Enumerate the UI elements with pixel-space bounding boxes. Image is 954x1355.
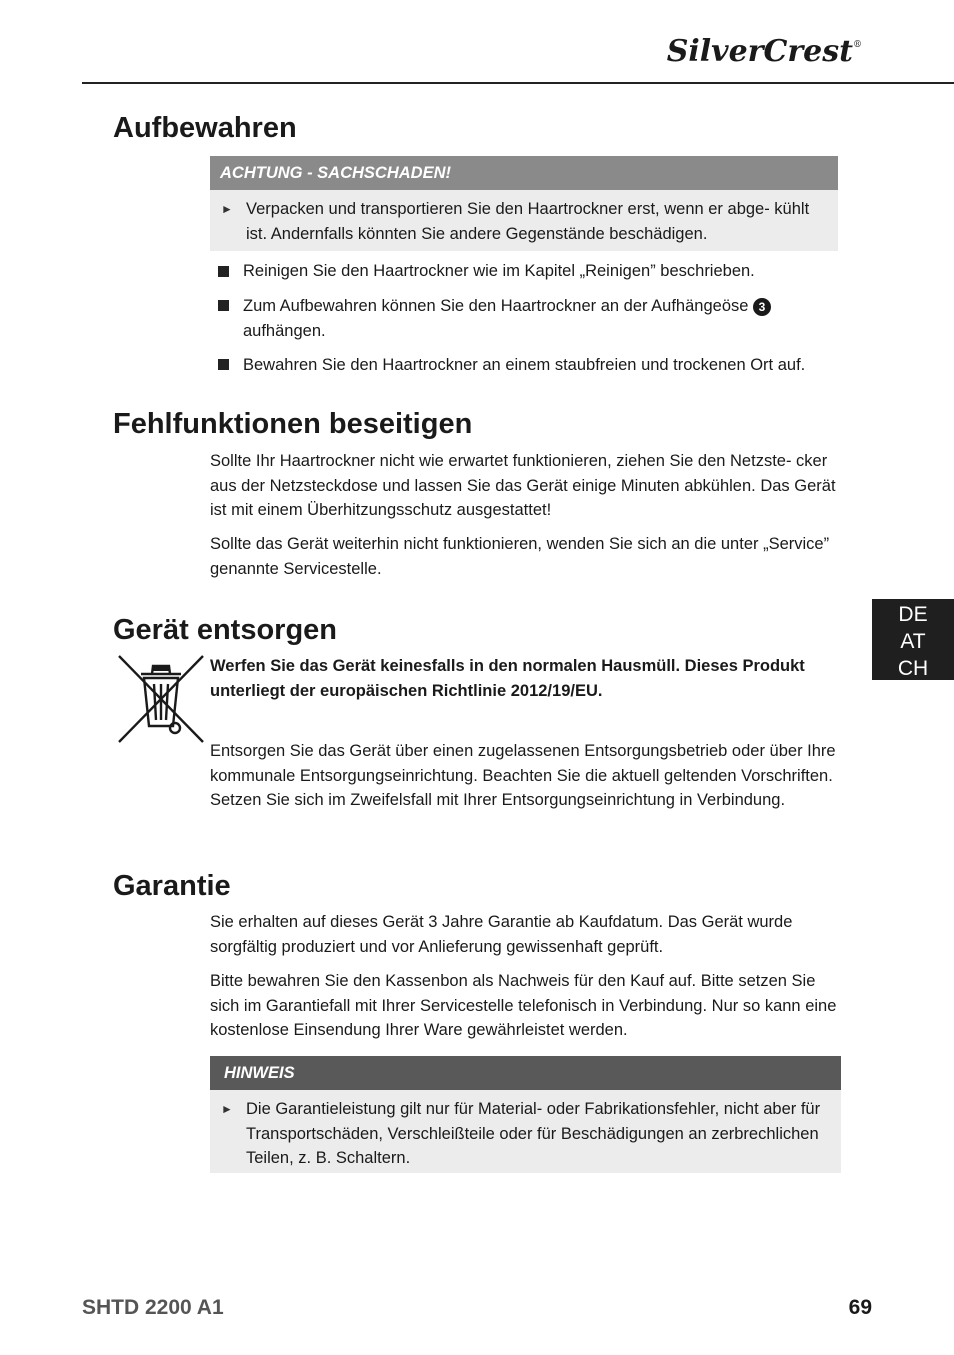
language-code: DE	[898, 603, 928, 626]
note-box-item: Die Garantieleistung gilt nur für Material- oder Fabrikationsfehler, nicht aber für Transportschäden, Verschleißteile oder für Beschädigungen an zerbrechlichen Teilen, z. B. Schaltern.	[246, 1100, 821, 1168]
registered-mark: ®	[853, 40, 862, 50]
note-box-heading: HINWEIS	[210, 1056, 841, 1090]
brand-name: SilverCrest	[666, 34, 853, 69]
section-title-entsorgen: Gerät entsorgen	[113, 614, 337, 646]
language-code: AT	[900, 630, 926, 653]
language-code: CH	[897, 657, 929, 680]
arrow-right-icon: ►	[221, 202, 233, 216]
bullet-text: Reinigen Sie den Haartrockner wie im Kapitel „Reinigen” beschrieben.	[243, 262, 755, 280]
header-divider	[82, 82, 954, 84]
footer-model-number: SHTD 2200 A1	[82, 1296, 224, 1319]
paragraph: Sie erhalten auf dieses Gerät 3 Jahre Garantie ab Kaufdatum. Das Gerät wurde sorgfältig produziert und vor Anlieferung gewissenhaft geprüft.	[210, 913, 793, 956]
crossed-out-bin-icon	[117, 654, 205, 744]
bullet-text	[243, 294, 843, 343]
section-title-fehlfunktionen: Fehlfunktionen beseitigen	[113, 408, 473, 440]
note-box-body	[210, 1090, 841, 1171]
warning-box-item: Verpacken und transportieren Sie den Haartrockner erst, wenn er abge- kühlt ist. Andernfalls könnten Sie andere Gegenstände beschädigen.	[246, 200, 810, 243]
warning-box	[210, 156, 838, 251]
bullet-text-part: Zum Aufbewahren können Sie den Haartrockner an der Aufhängeöse	[243, 297, 749, 315]
warning-box-body	[210, 190, 838, 246]
section-title-garantie: Garantie	[113, 870, 231, 902]
brand-logo	[667, 34, 862, 69]
paragraph: Sollte Ihr Haartrockner nicht wie erwartet funktionieren, ziehen Sie den Netzste- cker aus der Netzsteckdose und lassen Sie das Gerät einige Minuten abkühlen. Das Gerät ist mit einem Überhitzungsschutz ausgestattet!	[210, 452, 836, 520]
paragraph: Bitte bewahren Sie den Kassenbon als Nachweis für den Kauf auf. Bitte setzen Sie sich im Garantiefall mit Ihrer Servicestelle telefonisch in Verbindung. Nur so kann eine kostenlose Einsendung Ihrer Ware gewährleistet werden.	[210, 972, 837, 1040]
warning-box-heading: ACHTUNG - SACHSCHADEN!	[210, 156, 838, 190]
disposal-warning: Werfen Sie das Gerät keinesfalls in den normalen Hausmüll. Dieses Produkt unterliegt der europäischen Richtlinie 2012/19/EU.	[210, 657, 805, 700]
paragraph: Sollte das Gerät weiterhin nicht funktionieren, wenden Sie sich an die unter „Service” genannte Servicestelle.	[210, 535, 830, 578]
paragraph: Entsorgen Sie das Gerät über einen zugelassenen Entsorgungsbetrieb oder über Ihre kommunale Entsorgungseinrichtung. Beachten Sie die aktuell geltenden Vorschriften. Setzen Sie sich im Zweifelsfall mit Ihrer Entsorgungseinrichtung in Verbindung.	[210, 742, 836, 810]
arrow-right-icon: ►	[221, 1102, 233, 1116]
square-bullet-icon	[218, 359, 229, 370]
square-bullet-icon	[218, 300, 229, 311]
part-number-badge: 3	[753, 298, 771, 316]
language-tab	[872, 599, 954, 680]
footer-page-number: 69	[848, 1296, 872, 1319]
square-bullet-icon	[218, 266, 229, 277]
bullet-text: Bewahren Sie den Haartrockner an einem staubfreien und trockenen Ort auf.	[243, 356, 806, 374]
section-title-aufbewahren: Aufbewahren	[113, 112, 297, 144]
note-box	[210, 1056, 841, 1173]
bullet-text-tail: aufhängen.	[243, 321, 326, 340]
